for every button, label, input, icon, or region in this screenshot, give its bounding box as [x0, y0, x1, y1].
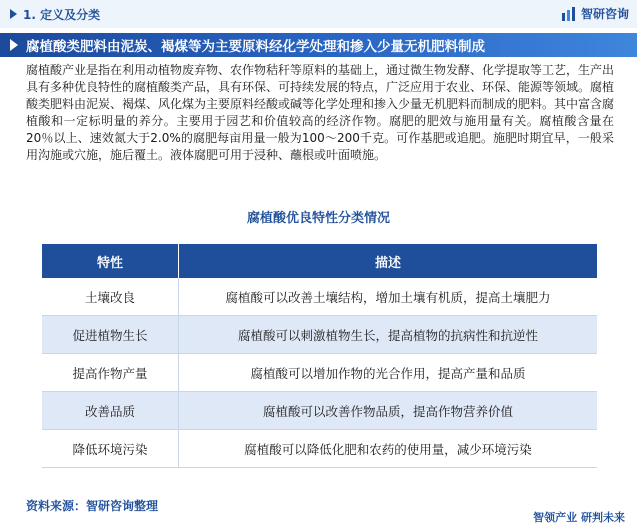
header-description: 描述: [374, 255, 401, 271]
title-arrow-icon: [10, 39, 18, 51]
table-row: [42, 354, 597, 392]
table-row: [42, 278, 597, 316]
row-feature: 土壤改良: [42, 278, 179, 315]
row-feature: 提高作物产量: [42, 354, 179, 391]
row-description: 腐植酸可以改善作物品质，提高作物营养价值: [262, 403, 513, 419]
table-row: [42, 430, 597, 468]
feature-table: [42, 244, 597, 468]
title-bar: [0, 33, 637, 57]
brand-logo: [562, 5, 629, 22]
table-row: [42, 392, 597, 430]
brand-mark-icon: [562, 7, 576, 21]
table-row: [42, 316, 597, 354]
intro-paragraph: 腐植酸产业是指在利用动植物废弃物、农作物秸秆等原料的基础上，通过微生物发酵、化学提取等工艺，生产出具有多种优良特性的腐植酸类产品，具有环保、可持续发展的特点，广泛应用于农业、环保、能源等领域。腐植酸类肥料由泥炭、褐煤、风化煤为主要原料经酸或碱等化学处理和掺入少量无机肥料而制成的肥料。其中富含腐植酸和一定标明量的养分。主要用于园艺和价值较高的经济作物。腐肥的肥效与施用量有关。腐植酸含量在20％以上、速效氮大于2.0%的腐肥每亩用量一般为100～200千克。可作基肥或追肥。施肥时期宜早，一般采用沟施或穴施，施后覆土。液体腐肥可用于浸种、蘸根或叶面喷施。: [26, 63, 615, 163]
footer-brand: [533, 509, 625, 525]
page-title: 腐植酸类肥料由泥炭、褐煤等为主要原料经化学处理和掺入少量无机肥料制成: [26, 39, 485, 55]
section-label-text: 1. 定义及分类: [23, 7, 101, 22]
source-note: 资料来源：智研咨询整理: [26, 499, 159, 513]
header-feature: 特性: [42, 244, 179, 278]
section-label: [10, 6, 100, 22]
table-title: 腐植酸优良特性分类情况: [246, 211, 390, 226]
row-feature: 降低环境污染: [42, 430, 179, 467]
row-description: 腐植酸可以降低化肥和农药的使用量，减少环境污染: [244, 441, 532, 457]
table-header-row: [42, 244, 597, 278]
row-feature: 改善品质: [42, 392, 179, 429]
brand-name: 智研咨询: [580, 7, 629, 21]
row-feature: 促进植物生长: [42, 316, 179, 353]
footer-slogan: 智领产业 研判未来: [533, 511, 625, 524]
row-description: 腐植酸可以改善土壤结构，增加土壤有机质，提高土壤肥力: [225, 289, 551, 305]
row-description: 腐植酸可以刺激植物生长，提高植物的抗病性和抗逆性: [237, 327, 538, 343]
triangle-bullet-icon: [10, 9, 17, 19]
row-description: 腐植酸可以增加作物的光合作用，提高产量和品质: [250, 365, 526, 381]
